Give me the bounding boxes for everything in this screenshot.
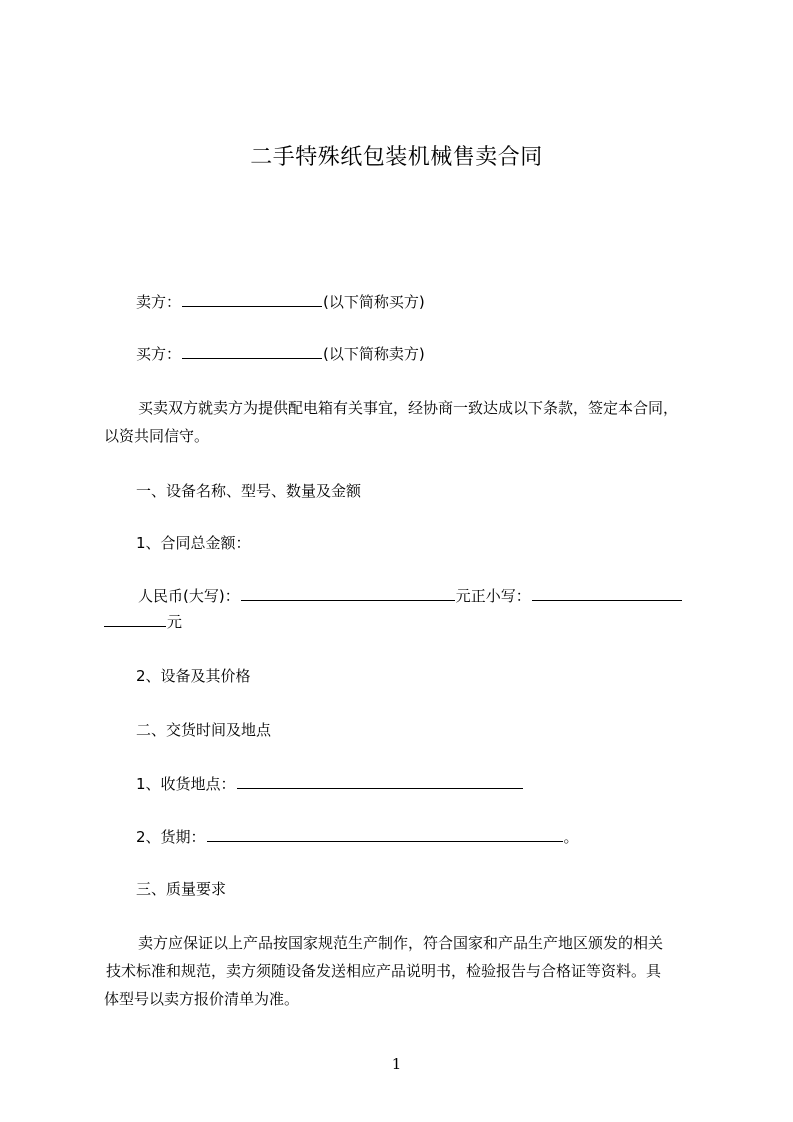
section3-heading: 三、质量要求 bbox=[136, 880, 227, 898]
seller-name-blank[interactable] bbox=[182, 292, 322, 307]
seller-line bbox=[136, 291, 425, 313]
seller-label: 卖方： bbox=[136, 293, 182, 311]
buyer-line bbox=[136, 343, 425, 365]
quality-para-line-3: 体型号以卖方报价清单为准。 bbox=[104, 990, 300, 1008]
rmb-mid: 元正小写： bbox=[455, 587, 531, 605]
seller-suffix: (以下简称买方) bbox=[323, 293, 425, 311]
page-number: 1 bbox=[391, 1055, 402, 1073]
section2-item1 bbox=[136, 773, 524, 795]
delivery-date-blank[interactable] bbox=[207, 827, 563, 842]
section2-heading: 二、交货时间及地点 bbox=[136, 721, 272, 739]
quality-para-line-1: 卖方应保证以上产品按国家规范生产制作，符合国家和产品生产地区颁发的相关 bbox=[138, 934, 664, 952]
rmb-capital-blank[interactable] bbox=[241, 586, 455, 601]
rmb-line-cont bbox=[104, 611, 182, 633]
contract-title: 二手特殊纸包装机械售卖合同 bbox=[250, 145, 543, 170]
delivery-place-label: 1、收货地点： bbox=[136, 775, 236, 793]
intro-line-1: 买卖双方就卖方为提供配电箱有关事宜，经协商一致达成以下条款，签定本合同， bbox=[138, 399, 679, 417]
buyer-name-blank[interactable] bbox=[182, 344, 322, 359]
intro-line-2: 以资共同信守。 bbox=[104, 427, 210, 445]
section1-item1: 1、合同总金额： bbox=[136, 534, 251, 552]
section1-item2: 2、设备及其价格 bbox=[136, 667, 251, 685]
rmb-line bbox=[138, 585, 683, 607]
rmb-label: 人民币(大写)： bbox=[138, 587, 240, 605]
rmb-numeric-blank-cont[interactable] bbox=[104, 612, 166, 627]
delivery-place-blank[interactable] bbox=[237, 774, 523, 789]
rmb-numeric-blank[interactable] bbox=[532, 586, 682, 601]
quality-para-line-2: 技术标准和规范，卖方须随设备发送相应产品说明书，检验报告与合格证等资料。具 bbox=[106, 962, 662, 980]
section1-heading: 一、设备名称、型号、数量及金额 bbox=[136, 482, 362, 500]
delivery-date-label: 2、货期： bbox=[136, 828, 206, 846]
buyer-label: 买方： bbox=[136, 345, 182, 363]
buyer-suffix: (以下简称卖方) bbox=[323, 345, 425, 363]
delivery-date-end: 。 bbox=[563, 828, 579, 846]
rmb-end: 元 bbox=[167, 613, 183, 631]
section2-item2 bbox=[136, 826, 579, 848]
